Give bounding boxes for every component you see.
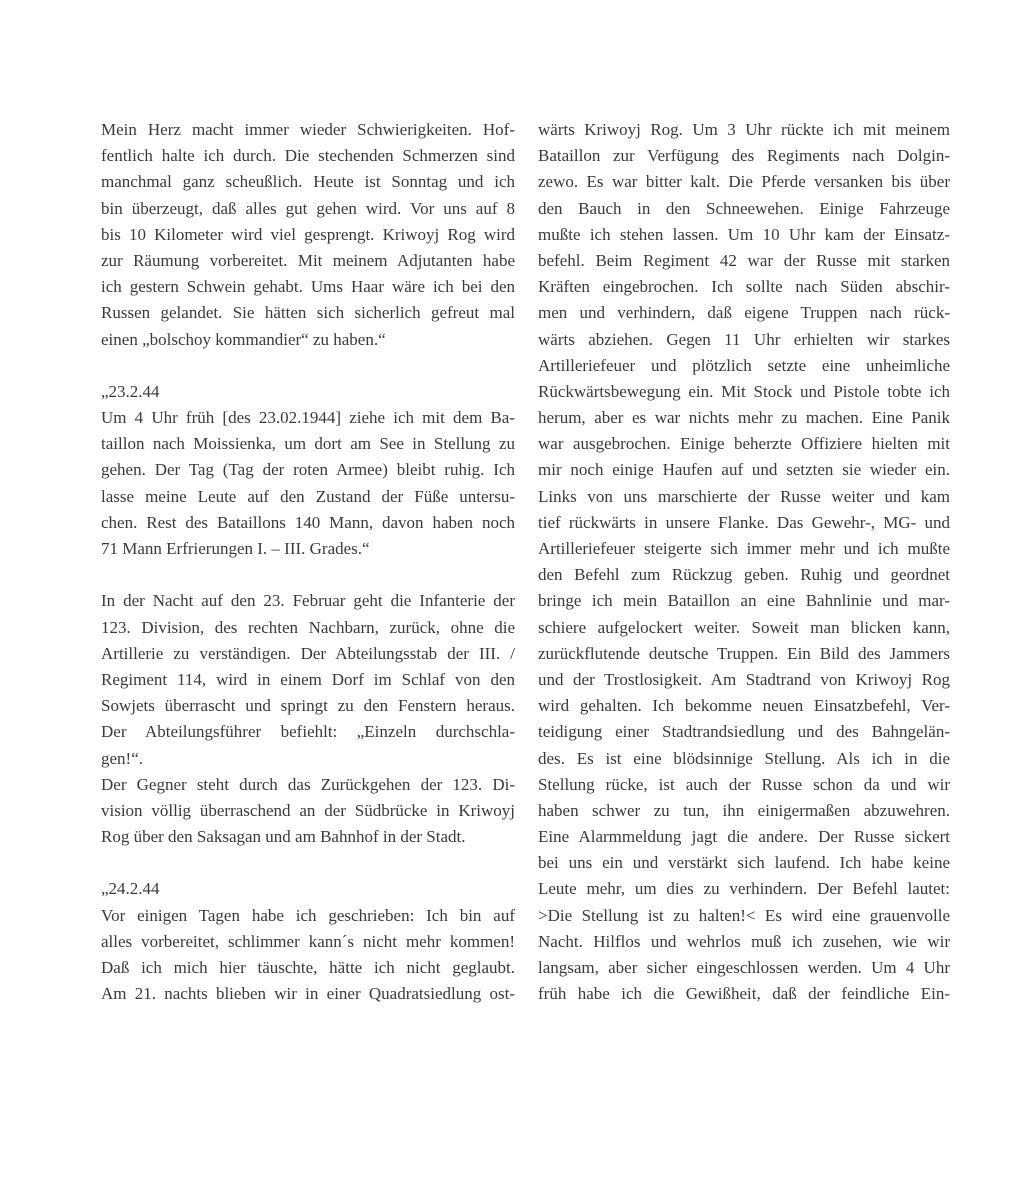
text-line: men und verhindern, daß eigene Truppen nach rück- [538, 303, 950, 323]
text-line: befehl. Beim Regiment 42 war der Russe mit starken [538, 250, 950, 270]
text-line: haben schwer zu tun, ihn einigermaßen abzuwehren. [538, 800, 950, 820]
text-line: Eine Alarmmeldung jagt die andere. Der Russe sickert [538, 827, 950, 847]
text-line: schiere aufgelockert weiter. Soweit man blicken kann, [538, 617, 950, 637]
text-line: Der Abteilungsführer befiehlt: „Einzeln durchschla- [101, 722, 515, 742]
text-line: Rog über den Saksagan und am Bahnhof in der Stadt. [101, 827, 466, 847]
text-line: Am 21. nachts blieben wir in einer Quadratsiedlung ost- [101, 984, 515, 1004]
paragraph-heart-trouble [101, 117, 515, 353]
text-line: zewo. Es war bitter kalt. Die Pferde versanken bis über [538, 172, 950, 192]
text-line: Links von uns marschierte der Russe weiter und kam [538, 486, 950, 506]
text-line: Nacht. Hilflos und wehrlos muß ich zusehen, wie wir [538, 931, 950, 951]
text-line: Regiment 114, wird in einem Dorf im Schlaf von den [101, 669, 515, 689]
text-line: >Die Stellung ist zu halten!< Es wird eine grauenvolle [538, 905, 950, 925]
text-line: teidigung einer Stadtrandsiedlung und des Bahngelän- [538, 722, 950, 742]
text-line: Artilleriefeuer steigerte sich immer mehr und ich mußte [538, 539, 950, 558]
text-line: Kräften eingebrochen. Ich sollte nach Süden abschir- [538, 277, 950, 297]
text-line: tief rückwärts in unsere Flanke. Das Gewehr-, MG- und [538, 512, 950, 532]
text-line: zurückflutende deutsche Truppen. Ein Bild des Jammers [538, 643, 950, 663]
text-line: fentlich halte ich durch. Die stechenden Schmerzen sind [101, 146, 515, 166]
paragraph-gap [101, 850, 515, 876]
text-line: des. Es ist eine blödsinnige Stellung. Als ich in die [538, 748, 950, 768]
text-line: Mein Herz macht immer wieder Schwierigkeiten. Hof- [101, 120, 515, 139]
text-line: Artillerie zu verständigen. Der Abteilungsstab der III. / [101, 643, 515, 663]
text-line: 71 Mann Erfrierungen I. – III. Grades.“ [101, 539, 370, 558]
text-line: den Bauch in den Schneewehen. Einige Fahrzeuge [538, 198, 950, 218]
text-line: bringe ich mein Bataillon an eine Bahnlinie und mar- [538, 591, 950, 611]
text-line: wärts Kriwoyj Rog. Um 3 Uhr rückte ich mit meinem [538, 120, 950, 139]
text-line: bin überzeugt, daß alles gut gehen wird. Vor uns auf 8 [101, 198, 515, 218]
text-line: Artilleriefeuer und plötzlich setzte eine unheimliche [538, 355, 950, 375]
text-line: Um 4 Uhr früh [des 23.02.1944] ziehe ich mit dem Ba- [101, 408, 515, 428]
text-line: Der Gegner steht durch das Zurückgehen der 123. Di- [101, 774, 515, 794]
text-line: früh habe ich die Gewißheit, daß der feindliche Ein- [538, 984, 950, 1004]
text-line: einen „bolschoy kommandier“ zu haben.“ [101, 329, 386, 349]
text-line: gen!“. [101, 748, 144, 768]
paragraph-gap [101, 353, 515, 379]
text-line: lasse meine Leute auf den Zustand der Füße untersu- [101, 486, 515, 506]
text-line: Bataillon zur Verfügung des Regiments nach Dolgin- [538, 146, 950, 166]
text-line: Russen gelandet. Sie hätten sich sicherlich gefreut mal [101, 303, 515, 323]
text-line: zur Räumung vorbereitet. Mit meinem Adjutanten habe [101, 250, 515, 270]
text-line: ich gestern Schwein gehabt. Ums Haar wäre ich bei den [101, 277, 515, 297]
text-line: wird gehalten. Ich bekomme neuen Einsatzbefehl, Ver- [538, 696, 950, 716]
entry-date: „24.2.44 [101, 879, 160, 899]
text-line: Rückwärtsbewegung ein. Mit Stock und Pistole tobte ich [538, 381, 950, 401]
paragraph-entry-24-2-44 [101, 876, 515, 1007]
text-line: In der Nacht auf den 23. Februar geht die Infanterie der [101, 591, 515, 611]
text-line: mir noch einige Haufen auf und setzten sie wieder ein. [538, 460, 950, 480]
paragraph-entry-23-2-44 [101, 379, 515, 562]
text-line: den Befehl zum Rückzug geben. Ruhig und geordnet [538, 565, 950, 585]
text-line: bis 10 Kilometer wird viel gesprengt. Kriwoyj Rog wird [101, 224, 515, 244]
text-line: vision völlig überraschend an der Südbrücke in Kriwoyj [101, 800, 515, 820]
text-line: war ausgebrochen. Einige beherzte Offiziere hielten mit [538, 434, 950, 454]
text-line: langsam, aber sicher eingeschlossen werden. Um 4 Uhr [538, 958, 950, 977]
paragraph-night-retreat [101, 588, 515, 850]
text-line: Daß ich mich hier täuschte, hätte ich nicht geglaubt. [101, 958, 515, 977]
text-line: 123. Division, des rechten Nachbarn, zurück, ohne die [101, 617, 515, 637]
text-line: taillon nach Moissienka, um dort am See in Stellung zu [101, 434, 515, 454]
text-line: alles vorbereitet, schlimmer kann´s nicht mehr kommen! [101, 931, 515, 951]
text-line: bei uns ein und verstärkt sich laufend. Ich habe keine [538, 853, 950, 873]
entry-date: „23.2.44 [101, 381, 160, 401]
text-line: Sowjets überrascht und springt zu den Fenstern heraus. [101, 696, 515, 716]
right-column [538, 117, 950, 1007]
text-line: und der Trostlosigkeit. Am Stadtrand von Kriwoyj Rog [538, 669, 950, 689]
text-line: Stellung rücke, ist auch der Russe schon da und wir [538, 774, 950, 794]
text-line: Vor einigen Tagen habe ich geschrieben: Ich bin auf [101, 905, 515, 925]
text-line: Leute mehr, um dies zu verhindern. Der Befehl lautet: [538, 879, 950, 899]
left-column [101, 117, 515, 1007]
text-line: chen. Rest des Bataillons 140 Mann, davon haben noch [101, 512, 515, 532]
text-line: mußte ich stehen lassen. Um 10 Uhr kam der Einsatz- [538, 224, 950, 244]
text-line: manchmal ganz scheußlich. Heute ist Sonntag und ich [101, 172, 515, 192]
text-line: gehen. Der Tag (Tag der roten Armee) bleibt ruhig. Ich [101, 460, 515, 480]
text-line: wärts abziehen. Gegen 11 Uhr erhielten wir starkes [538, 329, 950, 349]
text-line: herum, aber es war nichts mehr zu machen. Eine Panik [538, 408, 950, 428]
paragraph-gap [101, 562, 515, 588]
